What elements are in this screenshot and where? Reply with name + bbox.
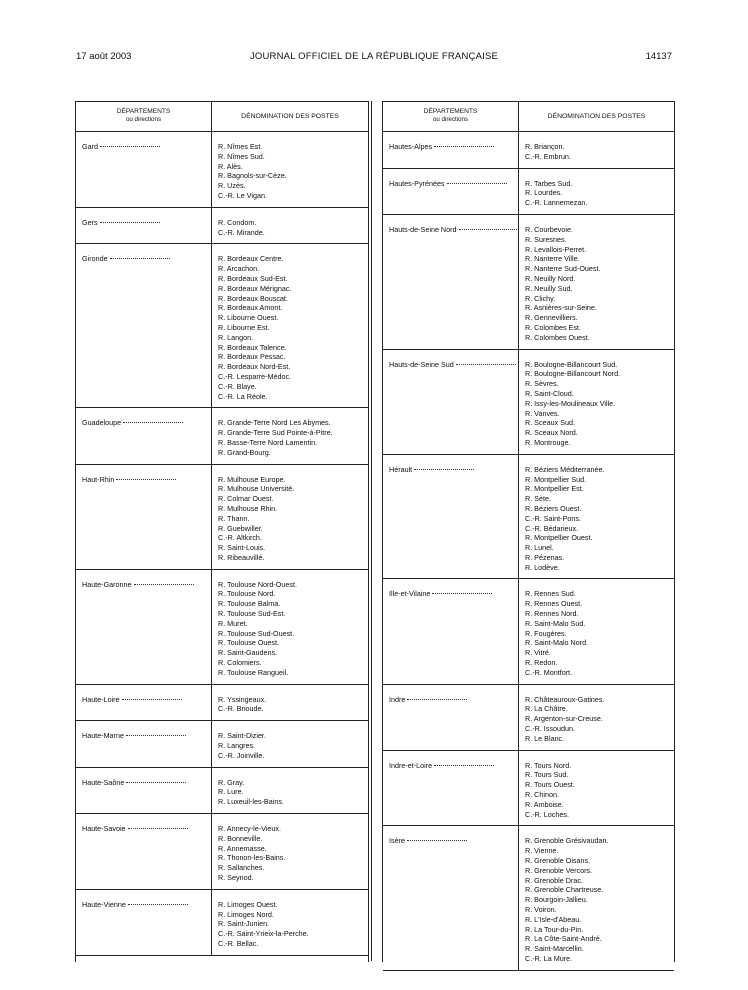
- department-name: [383, 579, 519, 683]
- post-item: R. Saint-Malo Nord.: [525, 638, 589, 648]
- post-item: R. Colombes Est.: [525, 322, 581, 332]
- post-item: R. Saint-Junien.: [218, 919, 270, 929]
- post-item: R. Grenoble Drac.: [525, 875, 583, 885]
- department-name: [383, 826, 519, 969]
- dot-leader: [128, 828, 188, 829]
- post-list: [519, 455, 674, 579]
- table-header: [76, 102, 368, 132]
- department-name: [383, 350, 519, 454]
- post-item: R. Grenoble Grésivaudan.: [525, 836, 609, 846]
- post-item: R. Vitré.: [525, 648, 551, 658]
- post-item: R. Colomiers.: [218, 658, 262, 668]
- post-list: [519, 685, 674, 750]
- post-item: R. Montpellier Est.: [525, 484, 584, 494]
- journal-title: JOURNAL OFFICIEL DE LA RÉPUBLIQUE FRANÇAISE: [249, 51, 499, 62]
- post-item: R. Chinon.: [525, 790, 559, 800]
- post-item: R. Issy-les-Moulineaux Ville.: [525, 398, 616, 408]
- post-item: R. Alès.: [218, 161, 243, 171]
- post-item: R. Voiron.: [525, 905, 557, 914]
- post-item: R. Grande-Terre Nord Les Abymes.: [218, 418, 331, 428]
- department-name: [383, 685, 519, 750]
- post-item: R. Saint-Cloud.: [525, 388, 574, 398]
- post-list: [212, 465, 368, 569]
- dot-leader: [459, 229, 519, 230]
- dot-leader: [100, 222, 160, 223]
- post-list: [212, 244, 368, 407]
- department-label: Hauts-de-Seine Nord: [389, 224, 457, 234]
- post-item: R. Argenton-sur-Creuse.: [525, 714, 603, 724]
- post-item: R. Sète.: [525, 494, 551, 504]
- post-item: R. Montrouge.: [525, 437, 571, 447]
- post-list: [519, 579, 674, 683]
- department-name: [76, 244, 212, 407]
- post-item: R. Mulhouse Europe.: [218, 474, 286, 484]
- table-row: [383, 215, 674, 350]
- right-table: [382, 101, 675, 962]
- department-name: [76, 208, 212, 244]
- post-item: R. Tours Nord.: [525, 760, 572, 770]
- post-item: R. Seynod.: [218, 873, 254, 883]
- post-item: C.-R. Issoudun.: [525, 724, 575, 734]
- left-rows: [76, 132, 368, 956]
- post-item: C.-R. Mirande.: [218, 227, 265, 237]
- post-item: R. Toulouse Ouest.: [218, 638, 279, 648]
- post-item: C.-R. Loches.: [525, 809, 569, 819]
- post-item: R. Le Blanc.: [525, 733, 565, 743]
- department-name: [383, 132, 519, 168]
- post-list: [212, 208, 368, 244]
- post-item: R. Bourgoin-Jallieu.: [525, 895, 588, 905]
- table-row: [383, 685, 674, 751]
- post-item: C.-R. Bellac.: [218, 939, 259, 948]
- dot-leader: [407, 699, 467, 700]
- page-date: 17 août 2003: [76, 51, 132, 62]
- dot-leader: [110, 258, 170, 259]
- post-item: R. Neuilly Sud.: [525, 283, 573, 293]
- post-list: [212, 408, 368, 463]
- department-name: [383, 169, 519, 214]
- post-item: R. L'Isle-d'Abeau.: [525, 914, 582, 924]
- table-row: [76, 208, 368, 245]
- table-row: [76, 408, 368, 464]
- post-item: R. Pézenas.: [525, 552, 565, 562]
- department-label: Haut-Rhin: [82, 474, 115, 484]
- post-item: R. Sallanches.: [218, 863, 265, 873]
- dot-leader: [122, 699, 182, 700]
- department-label: Gers: [82, 217, 98, 227]
- department-name: [76, 721, 212, 766]
- post-item: R. Tarbes Sud.: [525, 178, 573, 188]
- post-item: R. Sceaux Sud.: [525, 418, 575, 428]
- post-item: R. Grande-Terre Sud Pointe-à-Pitre.: [218, 428, 333, 438]
- post-item: R. Bordeaux Centre.: [218, 254, 284, 264]
- post-item: R. Toulouse Sud-Est.: [218, 609, 286, 619]
- post-item: R. Bordeaux Amont.: [218, 303, 283, 313]
- table-row: [76, 244, 368, 408]
- department-label: Haute-Saône: [82, 777, 125, 787]
- department-label: Guadeloupe: [82, 418, 122, 428]
- table-row: [76, 132, 368, 208]
- post-item: C.-R. La Mure.: [525, 953, 573, 963]
- dot-leader: [100, 146, 160, 147]
- table-row: [76, 465, 368, 570]
- dot-leader: [123, 422, 183, 423]
- dot-leader: [126, 782, 186, 783]
- posts-column-header: DÉNOMINATION DES POSTES: [241, 113, 339, 120]
- department-label: Gironde: [82, 254, 108, 264]
- post-item: R. Grand-Bourg.: [218, 447, 271, 457]
- post-item: R. Vanves.: [525, 408, 560, 418]
- post-item: R. Fougères.: [525, 628, 567, 638]
- column-separator: [371, 101, 372, 961]
- post-item: C.-R. Montfort.: [525, 667, 573, 677]
- post-item: R. Clichy.: [525, 293, 556, 303]
- post-item: C.-R. Lannemezan.: [525, 198, 588, 208]
- department-label: Hautes-Alpes: [389, 142, 433, 151]
- post-item: R. Saint-Louis.: [218, 543, 266, 553]
- post-item: R. Rennes Ouest.: [525, 599, 583, 609]
- post-list: [519, 826, 674, 969]
- table-row: [76, 685, 368, 722]
- post-item: R. Montpellier Ouest.: [525, 533, 593, 543]
- department-name: [383, 751, 519, 826]
- post-item: R. Vienne.: [525, 846, 559, 856]
- department-name: [76, 570, 212, 684]
- department-name: [76, 890, 212, 955]
- post-item: R. Châteauroux-Gatines.: [525, 694, 605, 704]
- post-list: [212, 570, 368, 684]
- post-item: R. Saint-Marcellin.: [525, 944, 584, 954]
- post-item: R. Mulhouse Université.: [218, 484, 295, 494]
- post-list: [212, 768, 368, 813]
- post-item: R. Grenoble Vercors.: [525, 865, 593, 875]
- dot-leader: [434, 765, 494, 766]
- dot-leader: [447, 183, 507, 184]
- table-row: [383, 826, 674, 970]
- department-name: [383, 215, 519, 349]
- post-item: C.-R. Lesparre-Médoc.: [218, 371, 292, 381]
- table-row: [383, 169, 674, 215]
- post-item: R. Briançon.: [525, 142, 565, 151]
- post-item: R. Courbevoie.: [525, 224, 573, 234]
- left-table: [75, 101, 369, 962]
- post-item: R. Basse-Terre Nord Lamentin.: [218, 437, 318, 447]
- post-item: R. Saint-Dizier.: [218, 731, 266, 741]
- post-list: [212, 721, 368, 766]
- dot-leader: [407, 840, 467, 841]
- post-item: R. Colombes Ouest.: [525, 332, 590, 342]
- post-item: R. Boulogne-Billancourt Sud.: [525, 359, 618, 369]
- department-label: Hautes-Pyrénées: [389, 178, 445, 188]
- post-item: R. Annemasse.: [218, 843, 267, 853]
- post-item: R. Gray.: [218, 777, 245, 787]
- dot-leader: [414, 469, 474, 470]
- post-item: R. Grenoble Chartreuse.: [525, 885, 604, 895]
- post-item: R. Bonneville.: [218, 833, 263, 843]
- department-label: Haute-Garonne: [82, 579, 132, 589]
- post-item: R. Rennes Sud.: [525, 589, 576, 599]
- department-name: [76, 685, 212, 721]
- post-item: R. Neuilly Nord.: [525, 273, 576, 283]
- post-item: R. Mulhouse Rhin.: [218, 503, 278, 513]
- post-item: R. Colmar Ouest.: [218, 494, 274, 504]
- table-row: [76, 768, 368, 814]
- department-name: [76, 768, 212, 813]
- post-item: R. Langres.: [218, 741, 256, 751]
- department-label: Haute-Loire: [82, 694, 120, 704]
- post-item: R. Montpellier Sud.: [525, 474, 587, 484]
- post-item: R. Tours Sud.: [525, 770, 569, 780]
- post-list: [519, 350, 674, 454]
- post-item: C.-R. Brioude.: [218, 704, 264, 714]
- post-item: R. Nanterre Sud-Ouest.: [525, 264, 601, 274]
- post-list: [212, 890, 368, 955]
- post-item: C.-R. Saint-Pons.: [525, 513, 581, 523]
- post-item: R. Sèvres.: [525, 379, 559, 389]
- post-item: R. Lodève.: [525, 562, 560, 572]
- post-list: [519, 169, 674, 214]
- dot-leader: [116, 479, 176, 480]
- post-item: R. Yssingeaux.: [218, 694, 267, 704]
- post-item: R. Saint-Gaudens.: [218, 648, 278, 658]
- dot-leader: [456, 364, 516, 365]
- post-item: R. Nîmes Sud.: [218, 151, 265, 161]
- post-item: R. Nanterre Ville.: [525, 254, 580, 264]
- post-item: R. Thonon-les-Bains.: [218, 853, 286, 863]
- table-row: [76, 570, 368, 685]
- dept-header-title: DÉPARTEMENTS: [423, 108, 478, 115]
- department-label: Haute-Vienne: [82, 899, 126, 909]
- department-label: Indre-et-Loire: [389, 760, 433, 770]
- table-row: [383, 455, 674, 580]
- post-item: R. Annecy-le-Vieux.: [218, 824, 281, 834]
- right-rows: [383, 132, 674, 971]
- post-item: C.-R. Embrun.: [525, 151, 571, 161]
- post-item: R. Tours Ouest.: [525, 780, 575, 790]
- post-item: C.-R. Blaye.: [218, 381, 257, 391]
- post-item: R. Toulouse Balma.: [218, 599, 281, 609]
- department-name: [383, 455, 519, 579]
- post-item: C.-R. Le Vigan.: [218, 190, 268, 200]
- post-item: R. Thann.: [218, 513, 250, 523]
- dot-leader: [434, 146, 494, 147]
- post-item: R. Libourne Est.: [218, 322, 270, 332]
- post-item: C.-R. Altkirch.: [218, 533, 262, 543]
- post-item: R. Uzès.: [218, 181, 246, 191]
- post-list: [212, 132, 368, 207]
- post-list: [212, 685, 368, 721]
- post-item: R. Bordeaux Pessac.: [218, 352, 286, 362]
- post-item: R. Lourdes.: [525, 188, 563, 198]
- table-row: [76, 721, 368, 767]
- department-name: [76, 132, 212, 207]
- post-item: R. Toulouse Rangueil.: [218, 667, 289, 677]
- post-item: R. Amboise.: [525, 799, 564, 809]
- dept-column-header: [383, 102, 519, 131]
- department-label: Hérault: [389, 464, 413, 474]
- post-item: R. La Châtre.: [525, 704, 568, 714]
- post-item: R. Redon.: [525, 658, 558, 668]
- post-item: R. Gennevilliers.: [525, 313, 578, 323]
- post-item: R. Nîmes Est.: [218, 142, 263, 151]
- dept-header-sub: ou directions: [432, 116, 469, 123]
- post-item: R. Boulogne-Billancourt Nord.: [525, 369, 621, 379]
- table-row: [383, 579, 674, 684]
- post-item: R. Toulouse Nord.: [218, 589, 276, 599]
- post-item: R. Béziers Ouest.: [525, 503, 582, 513]
- post-item: R. Levallois-Perret.: [525, 244, 587, 254]
- table-row: [383, 350, 674, 455]
- department-label: Haute-Marne: [82, 731, 124, 741]
- post-item: R. Lunel.: [525, 543, 554, 553]
- post-item: R. Bordeaux Talence.: [218, 342, 287, 352]
- post-item: R. Toulouse Nord-Ouest.: [218, 579, 297, 589]
- dot-leader: [126, 735, 186, 736]
- post-item: C.-R. Saint-Yrieix-la-Perche.: [218, 929, 309, 939]
- department-name: [76, 408, 212, 463]
- post-item: R. La Tour-du-Pin.: [525, 924, 584, 934]
- post-list: [519, 215, 674, 349]
- department-label: Ille-et-Vilaine: [389, 589, 431, 599]
- post-item: R. La Côte-Saint-André.: [525, 934, 602, 944]
- post-item: R. Libourne Ouest.: [218, 313, 279, 323]
- post-item: R. Limoges Ouest.: [218, 899, 278, 909]
- table-row: [76, 890, 368, 956]
- post-item: R. Sceaux Nord.: [525, 428, 578, 438]
- table-header: [383, 102, 674, 132]
- department-label: Indre: [389, 694, 406, 704]
- table-row: [383, 751, 674, 827]
- post-item: R. Saint-Malo Sud.: [525, 618, 586, 628]
- department-label: Haute-Savoie: [82, 824, 126, 834]
- post-item: R. Lure.: [218, 787, 244, 797]
- table-row: [383, 132, 674, 169]
- post-item: R. Asnières-sur-Seine.: [525, 303, 597, 313]
- post-item: R. Langon.: [218, 332, 254, 342]
- post-list: [519, 132, 674, 168]
- dept-column-header: [76, 102, 212, 131]
- posts-column-header: DÉNOMINATION DES POSTES: [547, 113, 646, 120]
- dept-header-sub: ou directions: [125, 116, 162, 123]
- post-item: R. Guebwiller.: [218, 523, 263, 533]
- post-item: C.-R. La Réole.: [218, 391, 268, 401]
- dot-leader: [128, 904, 188, 905]
- post-item: R. Bagnols-sur-Cèze.: [218, 171, 287, 181]
- post-item: R. Condom.: [218, 217, 257, 227]
- department-name: [76, 465, 212, 569]
- post-item: C.-R. Bédarieux.: [525, 523, 579, 533]
- post-item: R. Limoges Nord.: [218, 909, 274, 919]
- post-item: C.-R. Joinville.: [218, 750, 265, 760]
- post-item: R. Bordeaux Bouscat.: [218, 293, 288, 303]
- post-item: R. Suresnes.: [525, 234, 567, 244]
- table-row: [76, 814, 368, 890]
- department-label: Hauts-de-Seine Sud: [389, 359, 454, 369]
- department-name: [76, 814, 212, 889]
- department-label: Gard: [82, 142, 98, 151]
- post-item: R. Bordeaux Mérignac.: [218, 283, 292, 293]
- post-list: [519, 751, 674, 826]
- post-item: R. Grenoble Oisans.: [525, 856, 591, 866]
- post-item: R. Rennes Nord.: [525, 609, 579, 619]
- post-item: R. Ribeauvillé.: [218, 552, 265, 562]
- post-item: R. Arcachon.: [218, 264, 260, 274]
- post-item: R. Toulouse Sud-Ouest.: [218, 628, 295, 638]
- dept-header-title: DÉPARTEMENTS: [116, 108, 171, 115]
- post-list: [212, 814, 368, 889]
- post-item: R. Luxeuil-les-Bains.: [218, 797, 284, 807]
- department-label: Isère: [389, 836, 405, 846]
- page-number: 14137: [645, 51, 672, 62]
- post-item: R. Bordeaux Nord-Est.: [218, 362, 291, 372]
- post-item: R. Muret.: [218, 618, 248, 628]
- post-item: R. Béziers Méditerranée.: [525, 464, 605, 474]
- post-item: R. Bordeaux Sud-Est.: [218, 273, 288, 283]
- dot-leader: [432, 593, 492, 594]
- dot-leader: [134, 584, 194, 585]
